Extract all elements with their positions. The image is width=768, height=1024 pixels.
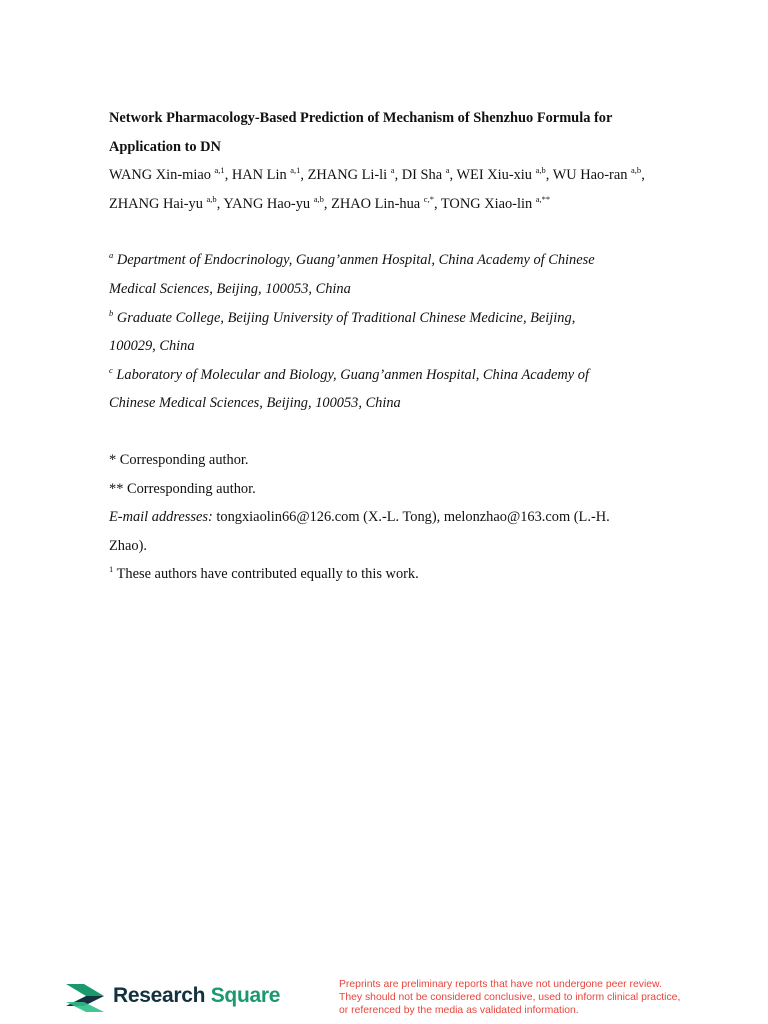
research-square-brand: Research Square [113, 984, 281, 1007]
affiliation-item: $^a$ Department of Endocrinology, Guang’anmen Hospital, China Academy of Chinese Medical Sciences, Beijing, 100053, China [109, 250, 595, 297]
author: ZHANG Li-li $^a$, [307, 165, 402, 184]
author: WU Hao-ran $^{a,b}$, [552, 165, 645, 184]
email-addresses-cont: Zhao). [109, 537, 147, 554]
email-note [109, 503, 669, 560]
email-label: E-mail addresses: [109, 509, 213, 526]
author: ZHANG Hai-yu $^{a,b}$, [109, 193, 224, 212]
author: TONG Xiao-lin $^{a,**}$ [440, 193, 551, 212]
title-line-2: Application to DN [109, 138, 221, 155]
author: ZHAO Lin-hua $^{c,*}$, [331, 193, 441, 212]
corresponding-note-2: ** Corresponding author. [109, 480, 256, 497]
equal-contribution-note: $^1$ These authors have contributed equally to this work. [109, 564, 419, 583]
author-notes [109, 446, 669, 589]
affiliation-item: $^b$ Graduate College, Beijing University of Traditional Chinese Medicine, Beijing, 100029, China [109, 307, 576, 355]
paper-title [109, 104, 669, 161]
author: DI Sha $^a$, [401, 165, 457, 184]
affiliation-item: $^c$ Laboratory of Molecular and Biology, Guang’anmen Hospital, China Academy of Chinese Medical Sciences, Beijing, 100053, China [109, 364, 589, 412]
preprint-footer [0, 960, 768, 1024]
preprint-disclaimer: Preprints are preliminary reports that have not undergone peer review. They should not be considered conclusive, used to inform clinical practice, or referenced by the media as validated information. [339, 979, 681, 1016]
title-line-1: Network Pharmacology-Based Prediction of Mechanism of Shenzhuo Formula for [109, 110, 613, 126]
author-list [109, 161, 669, 218]
corresponding-note-1: * Corresponding author. [109, 451, 249, 468]
author: YANG Hao-yu $^{a,b}$, [223, 193, 332, 212]
affiliation-list [109, 246, 669, 418]
author: HAN Lin $^{a,1}$, [231, 165, 308, 184]
author: WEI Xiu-xiu $^{a,b}$, [456, 165, 553, 184]
author: WANG Xin-miao $^{a,1}$, [109, 165, 232, 184]
paper-page [109, 104, 669, 589]
email-addresses: tongxiaolin66@126.com (X.-L. Tong), melonzhao@163.com (L.-H. [216, 509, 610, 526]
research-square-logo-icon [64, 982, 106, 1014]
